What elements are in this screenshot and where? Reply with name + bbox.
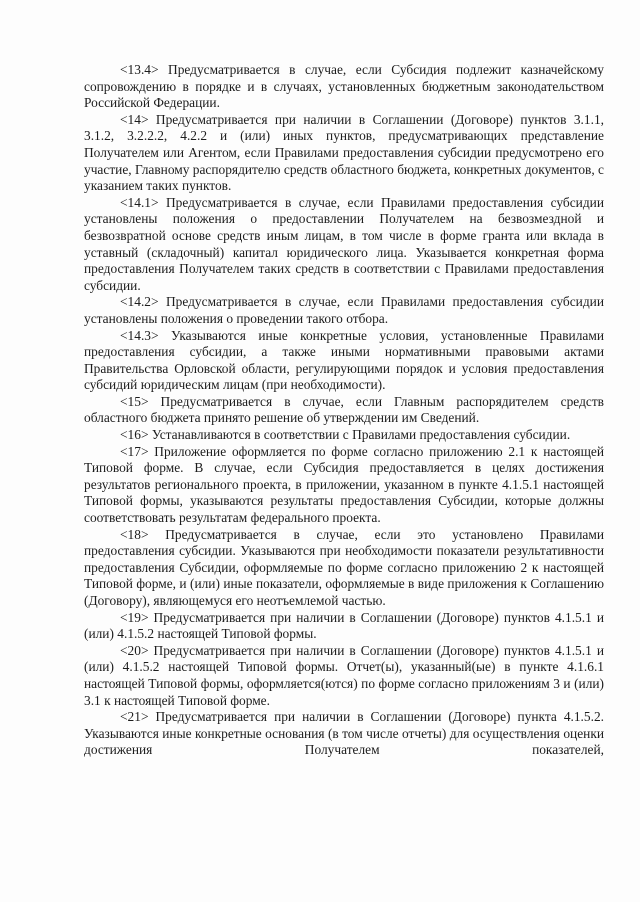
document-body xyxy=(84,62,604,759)
paragraph-14-1: <14.1> Предусматривается в случае, если Правилами предоставления субсидии установлены положения о предоставлении Получателем на безвозмездной и безвозвратной основе средств иным лицам, в том числе в форме гранта или вклада в уставный (складочный) капитал юридического лица. Указывается конкретная форма предоставления Получателем таких средств в соответствии с Правилами предоставления субсидии. xyxy=(84,194,604,293)
paragraph-14-3: <14.3> Указываются иные конкретные условия, установленные Правилами предоставления субсидии, а также иными нормативными правовыми актами Правительства Орловской области, регулирующими порядок и условия предоставления субсидий юридическим лицам (при необходимости). xyxy=(84,327,604,393)
paragraph-13-4: <13.4> Предусматривается в случае, если Субсидия подлежит казначейскому сопровождению в порядке и в случаях, установленных бюджетным законодательством Российской Федерации. xyxy=(84,62,604,111)
paragraph-20: <20> Предусматривается при наличии в Соглашении (Договоре) пунктов 4.1.5.1 и (или) 4.1.5.2 настоящей Типовой формы. Отчет(ы), указанный(ые) в пункте 4.1.6.1 настоящей Типовой формы, оформляется(ются) по форме согласно приложениям 3 и (или) 3.1 к настоящей Типовой форме. xyxy=(84,642,604,708)
paragraph-16: <16> Устанавливаются в соответствии с Правилами предоставления субсидии. xyxy=(120,427,571,443)
paragraph-15: <15> Предусматривается в случае, если Главным распорядителем средств областного бюджета принято решение об утверждении им Сведений. xyxy=(84,393,604,426)
paragraph-17: <17> Приложение оформляется по форме согласно приложению 2.1 к настоящей Типовой форме. В случае, если Субсидия предоставляется в целях достижения результатов регионального проекта, в приложении, указанном в пункте 4.1.5.1 настоящей Типовой формы, указываются результаты предоставления Субсидии, которые должны соответствовать результатам федерального проекта. xyxy=(84,443,604,526)
paragraph-18: <18> Предусматривается в случае, если это установлено Правилами предоставления субсидии. Указываются при необходимости показатели результативности предоставления Субсидии, оформляемые по форме согласно приложению 2 к настоящей Типовой форме, и (или) иные показатели, оформляемые в виде приложения к Соглашению (Договору), являющемуся его неотъемлемой частью. xyxy=(84,526,604,608)
paragraph-21: <21> Предусматривается при наличии в Соглашении (Договоре) пункта 4.1.5.2. Указываются иные конкретные основания (в том числе отчеты) для осуществления оценки достижения Получателем показателей, xyxy=(84,709,604,758)
paragraph-19: <19> Предусматривается при наличии в Соглашении (Договоре) пунктов 4.1.5.1 и (или) 4.1.5.2 настоящей Типовой формы. xyxy=(84,609,604,642)
paragraph-14: <14> Предусматривается при наличии в Соглашении (Договоре) пунктов 3.1.1, 3.1.2, 3.2.2.2, 4.2.2 и (или) иных пунктов, предусматривающих представление Получателем или Агентом, если Правилами предоставления субсидии предусмотрено его участие, Главному распорядителю средств областного бюджета, конкретных документов, с указанием таких пунктов. xyxy=(84,111,604,194)
paragraph-14-2: <14.2> Предусматривается в случае, если Правилами предоставления субсидии установлены положения о проведении такого отбора. xyxy=(84,294,604,326)
